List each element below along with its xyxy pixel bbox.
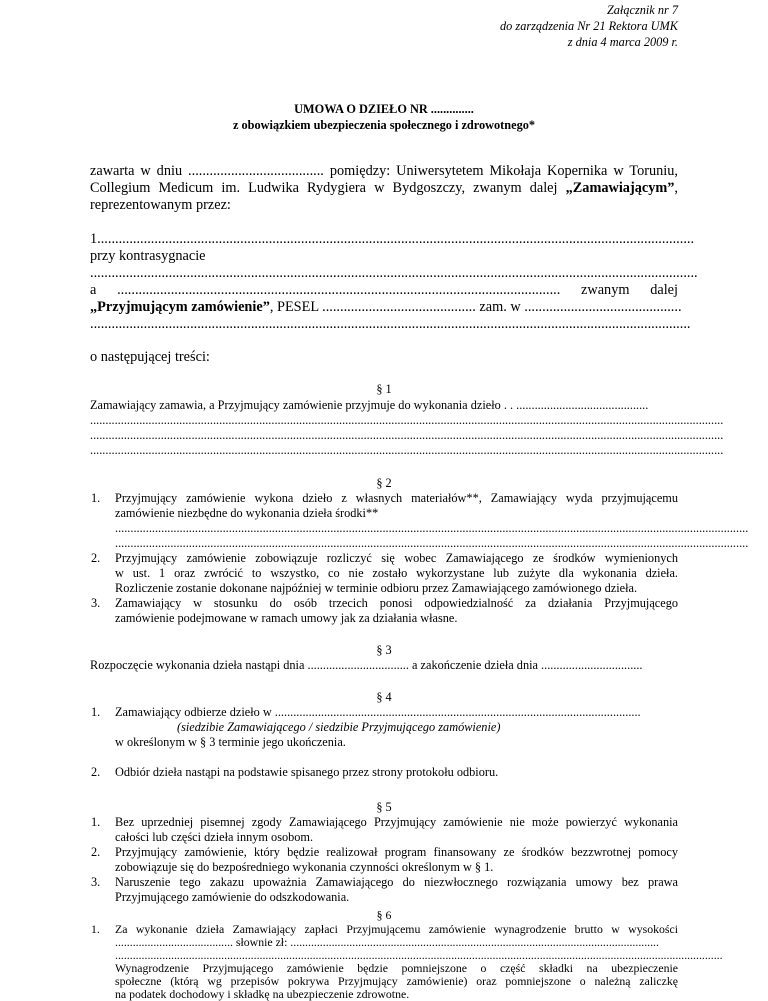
pesel-address: , PESEL ........................................... zam. w ............................................ [269, 299, 682, 315]
content-intro: o następującej treści: [90, 349, 210, 365]
intro-line-2 [90, 180, 678, 197]
intro-line-3: reprezentowanym przez: [90, 197, 231, 213]
section-2-item-1-line-2: zamówienie niezbędne do wykonania dzieła środki** [115, 506, 379, 520]
section-2-dots-2: .............................................................................................................................................................................................................. [115, 536, 749, 550]
section-1-dots-2: .............................................................................................................................................................................................................. [90, 428, 724, 442]
contractor-line: a ............................................................................................................................ zwanym dalej [90, 282, 678, 298]
section-4-item-2-line-1: Odbiór dzieła nastąpi na podstawie spisanego przez strony protokołu odbioru. [115, 765, 499, 779]
section-4-item-1-line-1: Zamawiający odbierze dzieło w ....................................................................................................................... [115, 705, 641, 719]
annex-ordinance: do zarządzenia Nr 21 Rektora UMK [500, 19, 678, 33]
section-2-item-2-line-1: Przyjmujący zamówienie zobowiązuje rozliczyć się wobec Zamawiającego ze środków wymienionych [115, 551, 678, 565]
section-2-item-1-number: 1. [91, 491, 101, 505]
annex-number: Załącznik nr 7 [606, 3, 678, 17]
address-line: ........................................................................................................................................................................ [90, 316, 691, 332]
document-title: UMOWA O DZIEŁO NR .............. [294, 102, 474, 116]
section-2-item-3-line-1: Zamawiający w stosunku do osób trzecich ponosi odpowiedzialność za działania Przyjmującego [115, 596, 678, 610]
section-5-item-2-number: 2. [91, 845, 101, 859]
section-5-item-3-number: 3. [91, 875, 101, 889]
section-6-item-1-line-1: Za wykonanie dzieła Zamawiający zapłaci Przyjmującemu zamówienie wynagrodzenie brutto w wysokości [115, 922, 678, 936]
section-5-item-2-line-1: Przyjmujący zamówienie, który będzie realizował program finansowany ze środków bezzwrotnej pomocy [115, 845, 678, 859]
section-6-dots: .............................................................................................................................................................................................................. [115, 948, 723, 962]
annex-date: z dnia 4 marca 2009 r. [567, 35, 678, 49]
section-5-item-3-line-1: Naruszenie tego zakazu upoważnia Zamawiającego do niezwłocznego rozwiązania umowy bez prawa [115, 875, 678, 889]
document-subtitle: z obowiązkiem ubezpieczenia społecznego i zdrowotnego* [232, 118, 536, 132]
section-6-remuneration-line-3: na podatek dochodowy i składkę na ubezpieczenie zdrowotne. [115, 987, 410, 1001]
section-4-place-options: (siedzibie Zamawiającego / siedzibie Przyjmującego zamówienie) [177, 720, 501, 734]
section-5-item-3-line-2: Przyjmującego zamówienie do odszkodowania. [115, 890, 350, 904]
section-6-amount-line: ........................................ słownie zł: ............................................................................................................................. [115, 935, 659, 949]
section-6-heading: § 6 [376, 908, 392, 922]
representative-line: 1....................................................................................................................................................................... [90, 231, 695, 247]
section-2-heading: § 2 [376, 476, 392, 490]
countersignature-line: .......................................................................................................................................................................... [90, 265, 698, 281]
countersignature-label: przy kontrasygnacie [90, 248, 206, 264]
section-5-item-2-line-2: zobowiązuje się do bezpośredniego wykonania czynności określonym w § 1. [115, 860, 494, 874]
section-4-item-1-number: 1. [91, 705, 101, 719]
section-6-remuneration-line-2: społeczne (którą wg przepisów pokrywa Przyjmujący zamówienie) oraz pomniejszone o należną zaliczkę [115, 974, 678, 988]
intro-line-1: zawarta w dniu ...................................... pomiędzy: Uniwersytetem Mikołaja Kopernika w Toruniu, [90, 163, 678, 179]
section-2-item-2-number: 2. [91, 551, 101, 565]
party-zamawiajacy: „Zamawiającym” [565, 180, 675, 196]
section-5-item-1-line-1: Bez uprzedniej pisemnej zgody Zamawiającego Przyjmujący zamówienie nie może powierzyć wykonania [115, 815, 678, 829]
section-2-dots-1: .............................................................................................................................................................................................................. [115, 521, 749, 535]
section-2-item-3-number: 3. [91, 596, 101, 610]
section-5-heading: § 5 [376, 800, 392, 814]
intro-text: Collegium Medicum im. Ludwika Rydygiera w Bydgoszczy, zwanym dalej [90, 180, 566, 196]
section-4-heading: § 4 [376, 690, 392, 704]
section-5-item-1-line-2: całości lub części dzieła innym osobom. [115, 830, 314, 844]
party-przyjmujacy: „Przyjmującym zamówienie” [90, 299, 270, 315]
section-6-remuneration-line-1: Wynagrodzenie Przyjmującego zamówienie będzie pomniejszone o część składki na ubezpieczenie [115, 961, 678, 975]
section-2-item-2-line-3: Rozliczenie zostanie dokonane najpóźniej w terminie odbioru przez Zamawiającego zamówionego dzieła. [115, 581, 638, 595]
section-1-dots-1: .............................................................................................................................................................................................................. [90, 413, 724, 427]
section-3-heading: § 3 [376, 643, 392, 657]
section-1-dots-3: .............................................................................................................................................................................................................. [90, 443, 724, 457]
comma: , [674, 180, 678, 196]
section-4-item-1-line-3: w określonym w § 3 terminie jego ukończenia. [115, 735, 346, 749]
section-1-text: Zamawiający zamawia, a Przyjmujący zamówienie przyjmuje do wykonania dzieło . . ........................................... [90, 398, 649, 412]
section-5-item-1-number: 1. [91, 815, 101, 829]
section-6-item-1-number: 1. [91, 922, 100, 936]
section-4-item-2-number: 2. [91, 765, 101, 779]
section-2-item-1-line-1: Przyjmujący zamówienie wykona dzieło z własnych materiałów**, Zamawiający wyda przyjmującemu [115, 491, 678, 505]
section-2-item-3-line-2: zamówienie podejmowane w ramach umowy jak za działania własne. [115, 611, 458, 625]
section-3-text: Rozpoczęcie wykonania dzieła nastąpi dnia ................................. a zakończenie dzieła dnia ................................. [90, 658, 643, 672]
section-2-item-2-line-2: w ust. 1 oraz zwrócić to wszystko, co nie zostało wykorzystane lub zużyte dla wykonania dzieła. [115, 566, 678, 580]
contractor-details-line [90, 299, 682, 316]
section-1-heading: § 1 [376, 382, 392, 396]
